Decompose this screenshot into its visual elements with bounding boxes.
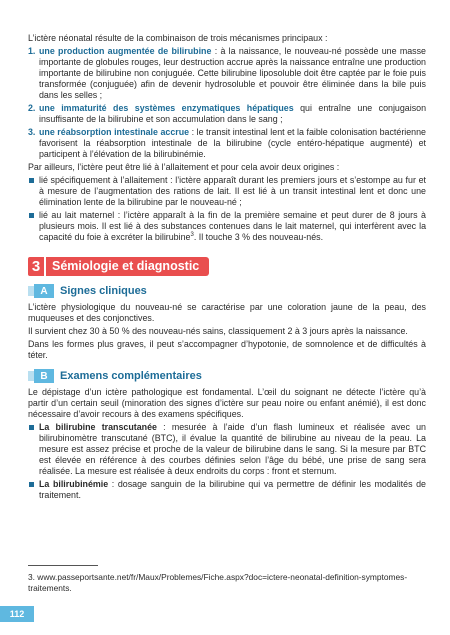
intro-paragraph: L’ictère néonatal résulte de la combinaison de trois mécanismes principaux : — [28, 33, 328, 43]
subsection-title: Signes cliniques — [60, 284, 147, 297]
examens-list — [28, 422, 426, 501]
subsection-heading-b — [28, 369, 426, 383]
mechanism-text: : le transit intestinal lent et la faible colonisation bactérienne favorisent la réabsorption intestinale de la bilirubine (cycle entéro-hépatique augmenté) et participent à l’élévation de la bilirubinémie. — [39, 127, 426, 159]
square-bullet-icon — [29, 482, 34, 487]
mechanism-list — [28, 46, 426, 160]
mechanism-text: qui entraîne une conjugaison insuffisante de la bilirubine et son accumulation dans le sang ; — [39, 103, 427, 124]
paragraph: Dans les formes plus graves, il peut s’accompagner d’hypotonie, de somnolence et de difficultés à téter. — [28, 339, 426, 360]
section-title: Sémiologie et diagnostic — [46, 257, 209, 276]
mechanism-title: une immaturité des systèmes enzymatiques hépatiques — [39, 103, 294, 113]
mechanism-number: 3. — [28, 127, 36, 137]
paragraph: Il survient chez 30 à 50 % des nouveau-nés sains, classiquement 2 à 3 jours après la naissance. — [28, 326, 408, 336]
square-bullet-icon — [29, 213, 34, 218]
item-title: La bilirubinémie — [39, 479, 109, 489]
page-number: 112 — [0, 606, 34, 622]
mechanism-item-2 — [28, 103, 426, 125]
section-number: 3 — [28, 257, 44, 276]
list-item: lié spécifiquement à l’allaitement : l’ictère apparaît durant les premiers jours et s’estompe au fur et à mesure de l’augmentation des rations de lait. Il est lié à un transit intestinal lent et donc une élimination lente de la bilirubine par le nouveau-né ; — [28, 175, 426, 208]
section-heading — [28, 257, 426, 276]
mechanism-item-3 — [28, 127, 426, 160]
mechanism-title: une réabsorption intestinale accrue — [39, 127, 190, 137]
footnote-divider — [28, 565, 98, 566]
footnote-ref[interactable]: 3 — [190, 232, 194, 239]
mechanism-text: : à la naissance, le nouveau-né possède une masse importante de globules rouges, leur destruction accrue après la naissance entraîne une production importante de bilirubine non conjuguée. Cette bilirubine liposoluble doit être captée par le foie puis transformée (conjuguée) afin de devenir hydrosoluble et pouvoir être éliminée dans la bile puis dans les selles ; — [39, 46, 426, 100]
subsection-letter: B — [34, 369, 54, 383]
paragraph: L’ictère physiologique du nouveau-né se caractérise par une coloration jaune de la peau, des muqueuses et des conjonctives. — [28, 302, 426, 323]
square-bullet-icon — [29, 178, 34, 183]
mechanism-number: 2. — [28, 103, 36, 113]
subsection-letter: A — [34, 284, 54, 298]
page-content — [28, 33, 426, 503]
footnote: 3. www.passeportsante.net/fr/Maux/Problemes/Fiche.aspx?doc=ictere-neonatal-definition-symptomes-traitements. — [28, 572, 408, 593]
square-bullet-icon — [29, 425, 34, 430]
list-item: lié au lait maternel : l’ictère apparaît à la fin de la première semaine et peut durer de 8 jours à plusieurs mois. Il est lié à des substances contenues dans le lait maternel, qui interfèrent avec la capacité du foie à excréter la bilirubine$^3$. Il touche 3 % des nouveau-nés. — [28, 210, 426, 243]
allaitement-intro: Par ailleurs, l’ictère peut être lié à l’allaitement et pour cela avoir deux origines : — [28, 162, 340, 172]
allaitement-list — [28, 175, 426, 243]
mechanism-title: une production augmentée de bilirubine — [39, 46, 212, 56]
item-title: La bilirubine transcutanée — [39, 422, 157, 432]
mechanism-number: 1. — [28, 46, 36, 56]
list-item: La bilirubinémie : dosage sanguin de la bilirubine qui va permettre de définir les modalités de traitement. — [28, 479, 426, 501]
subsection-heading-a — [28, 284, 426, 298]
subsection-title: Examens complémentaires — [60, 369, 202, 382]
list-item: La bilirubine transcutanée : mesurée à l’aide d’un flash lumineux et réalisée avec un bilirubinomètre transcutané (BTC), il évalue la quantité de bilirubine au niveau de la peau. La mesure est assez précise et proche de la valeur de bilirubine dans le sang. Si la mesure par BTC est élevée en référence à des courbes définies selon l’âge du bébé, une prise de sang sera réalisée. La mesure est réalisée à deux endroits du corps : front et sternum. — [28, 422, 426, 477]
mechanism-item-1 — [28, 46, 426, 101]
paragraph: Le dépistage d’un ictère pathologique est fondamental. L’œil du soignant ne détecte l’ictère qu’à partir d’un certain seuil (minoration des signes d’ictère sur peau noire ou enfant anémié), il est donc nécessaire d’avoir recours à des examens spécifiques. — [28, 387, 426, 419]
